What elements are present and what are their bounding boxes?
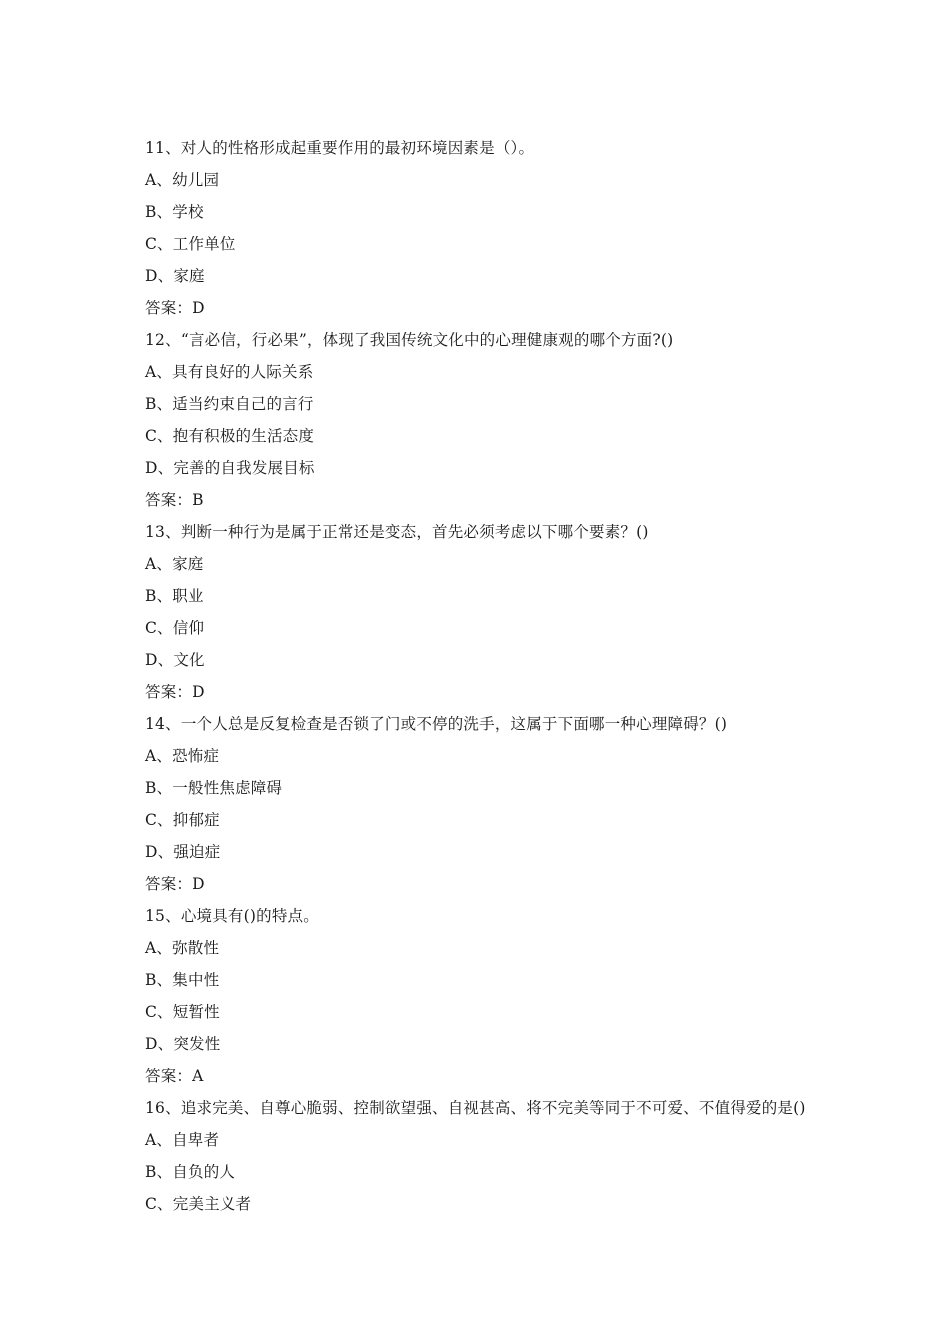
option-b: B、一般性焦虑障碍 [145,779,283,797]
option-b: B、自负的人 [145,1163,236,1181]
option-b: B、适当约束自己的言行 [145,395,314,413]
question-stem: 11、对人的性格形成起重要作用的最初环境因素是（）。 [145,139,535,157]
answer: 答案：A [145,1067,204,1085]
option-c: C、抱有积极的生活态度 [145,427,315,445]
question-13 [145,516,865,708]
option-c: C、抑郁症 [145,811,220,829]
option-a: A、幼儿园 [145,171,220,189]
question-14 [145,708,865,900]
option-c: C、完美主义者 [145,1195,252,1213]
question-12 [145,324,865,516]
option-d: D、文化 [145,651,205,669]
option-a: A、具有良好的人际关系 [145,363,314,381]
question-stem: 15、心境具有()的特点。 [145,907,319,925]
question-16 [145,1092,865,1220]
question-stem: 12、“言必信，行必果”，体现了我国传统文化中的心理健康观的哪个方面?() [145,331,674,349]
document-page [145,132,865,1220]
option-b: B、职业 [145,587,204,605]
question-11 [145,132,865,324]
answer: 答案：D [145,875,205,893]
option-d: D、完善的自我发展目标 [145,459,315,477]
option-d: D、家庭 [145,267,205,285]
answer: 答案：D [145,683,205,701]
option-a: A、恐怖症 [145,747,220,765]
answer: 答案：D [145,299,205,317]
option-a: A、弥散性 [145,939,220,957]
option-d: D、突发性 [145,1035,221,1053]
question-15 [145,900,865,1092]
option-c: C、信仰 [145,619,205,637]
option-a: A、自卑者 [145,1131,220,1149]
option-b: B、学校 [145,203,204,221]
question-stem: 14、一个人总是反复检查是否锁了门或不停的洗手，这属于下面哪一种心理障碍？() [145,715,728,733]
option-b: B、集中性 [145,971,220,989]
question-stem: 13、判断一种行为是属于正常还是变态，首先必须考虑以下哪个要素？() [145,523,649,541]
option-c: C、工作单位 [145,235,236,253]
question-stem: 16、追求完美、自尊心脆弱、控制欲望强、自视甚高、将不完美等同于不可爱、不值得爱的是() [145,1099,806,1117]
option-c: C、短暂性 [145,1003,220,1021]
option-d: D、强迫症 [145,843,221,861]
option-a: A、家庭 [145,555,204,573]
answer: 答案：B [145,491,204,509]
